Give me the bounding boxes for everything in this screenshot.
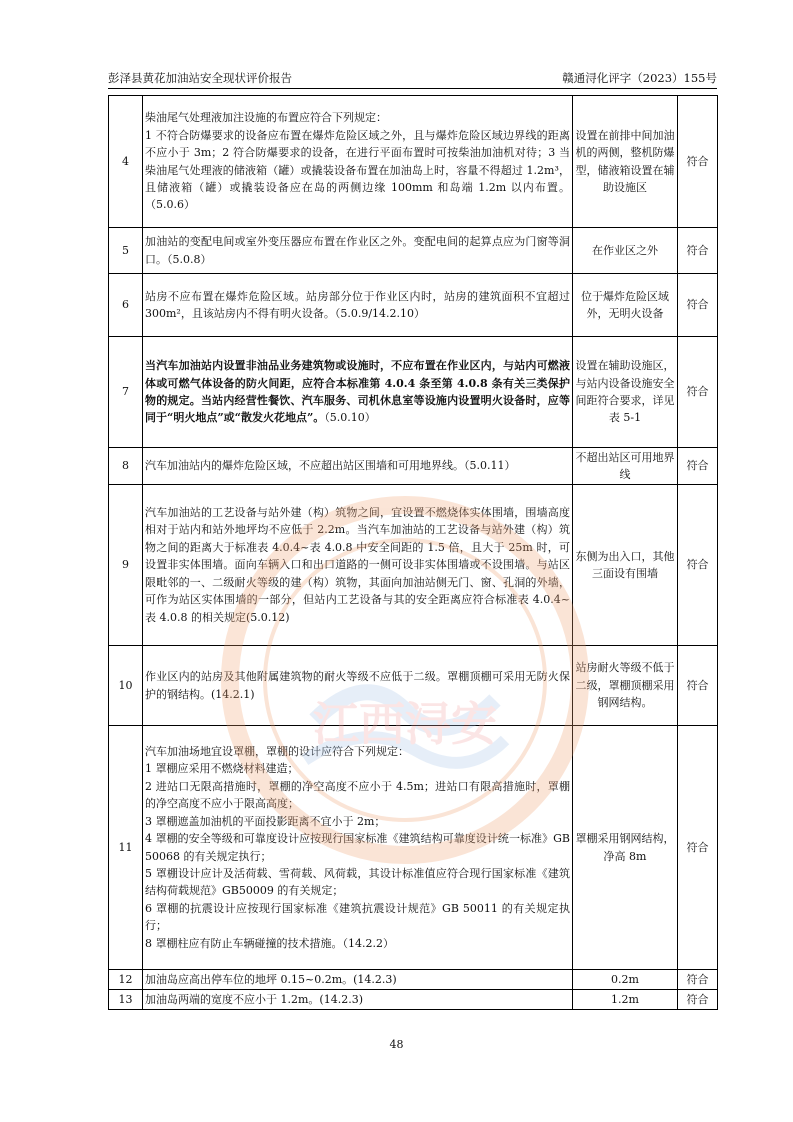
table-row bbox=[109, 96, 718, 228]
evaluation-table bbox=[108, 95, 718, 1010]
report-title: 彭泽县黄花加油站安全现状评价报告 bbox=[108, 71, 292, 85]
row-number: 4 bbox=[109, 96, 143, 228]
requirement-line: 汽车加油场地宜设罩棚，罩棚的设计应符合下列规定： bbox=[145, 745, 409, 759]
requirement-line: 汽车加油站的工艺设备与站外建（构）筑物之间，宜设置不燃烧体实体围墙，围墙高度相对于站内和站外地坪均不应低于 2.2m。当汽车加油站的工艺设备与站外建（构）筑物之间的距离大于标准表 4.0.4~表 4.0.8 中安全间距的 1.5 倍，且大于 25m 时，可设置非实体围墙。面向车辆入口和出口道路的一侧可设非实体围墙或不设围墙。与站区限毗邻的一、二级耐火等级的建（构）筑物，其面向加油站侧无门、窗、孔洞的外墙，可作为站区实体围墙的一部分，但站内工艺设备与其的安全距离应符合标准表 4.0.4~表 4.0.8 的相关规定(5.0.12) bbox=[145, 506, 570, 624]
requirement-text bbox=[143, 726, 573, 970]
result-label: 符合 bbox=[678, 990, 718, 1010]
actual-status: 设置在辅助设施区，与站内设备设施安全间距符合要求，详见表 5-1 bbox=[573, 337, 678, 448]
actual-status: 位于爆炸危险区域外，无明火设备 bbox=[573, 274, 678, 337]
table-row bbox=[109, 274, 718, 337]
result-label: 符合 bbox=[678, 96, 718, 228]
result-label: 符合 bbox=[678, 970, 718, 990]
requirement-line: 加油岛应高出停车位的地坪 0.15~0.2m。(14.2.3) bbox=[145, 972, 397, 986]
requirement-line: 5 罩棚设计应计及活荷载、雪荷载、风荷载，其设计标准值应符合现行国家标准《建筑结构荷载规范》GB50009 的有关规定； bbox=[145, 866, 570, 898]
actual-status: 0.2m bbox=[573, 970, 678, 990]
requirement-text bbox=[143, 96, 573, 228]
actual-status: 东侧为出入口，其他三面设有围墙 bbox=[573, 485, 678, 646]
table-row bbox=[109, 337, 718, 448]
requirement-line: 1 罩棚应采用不燃烧材料建造； bbox=[145, 762, 299, 776]
table-row bbox=[109, 485, 718, 646]
requirement-line: 站房不应布置在爆炸危险区域。站房部分位于作业区内时，站房的建筑面积不宜超过 300m²，且该站房内不得有明火设备。（5.0.9/14.2.10） bbox=[145, 289, 570, 320]
requirement-text bbox=[143, 228, 573, 274]
table-row bbox=[109, 726, 718, 970]
page-number: 48 bbox=[389, 1038, 404, 1051]
table-row bbox=[109, 970, 718, 990]
row-number: 7 bbox=[109, 337, 143, 448]
table-row bbox=[109, 990, 718, 1010]
requirement-text bbox=[143, 448, 573, 485]
result-label: 符合 bbox=[678, 274, 718, 337]
row-number: 9 bbox=[109, 485, 143, 646]
requirement-text bbox=[143, 485, 573, 646]
page-header bbox=[108, 70, 717, 88]
row-number: 12 bbox=[109, 970, 143, 990]
header-divider bbox=[108, 88, 717, 89]
table-body bbox=[109, 96, 718, 1010]
row-number: 13 bbox=[109, 990, 143, 1010]
requirement-text bbox=[143, 970, 573, 990]
result-label: 符合 bbox=[678, 726, 718, 970]
requirement-line: 柴油尾气处理液加注设施的布置应符合下列规定： bbox=[145, 111, 387, 125]
actual-status: 不超出站区可用地界线 bbox=[573, 448, 678, 485]
table-row bbox=[109, 646, 718, 726]
watermark-text: 江西浔安 bbox=[313, 697, 497, 751]
requirement-line: 8 罩棚柱应有防止车辆碰撞的技术措施。（14.2.2） bbox=[145, 936, 394, 950]
result-label: 符合 bbox=[678, 337, 718, 448]
requirement-text bbox=[143, 990, 573, 1010]
requirement-line: 3 罩棚遮盖加油机的平面投影距离不宜小于 2m； bbox=[145, 814, 386, 828]
row-number: 6 bbox=[109, 274, 143, 337]
requirement-text bbox=[143, 274, 573, 337]
actual-status: 站房耐火等级不低于二级，罩棚顶棚采用钢网结构。 bbox=[573, 646, 678, 726]
requirement-text bbox=[143, 337, 573, 448]
requirement-bold-text: 当汽车加油站内设置非油品业务建筑物或设施时，不应布置在作业区内，与站内可燃液体或可燃气体设备的防火间距，应符合本标准第 4.0.4 条至第 4.0.8 条有关三类保护物的规定。当站内经营性餐饮、汽车服务、司机休息室等设施内设置明火设备时，应等同于“明火地点”或“散发火花地点”。 bbox=[145, 359, 570, 425]
actual-status: 1.2m bbox=[573, 990, 678, 1010]
requirement-line: 加油站的变配电间或室外变压器应布置在作业区之外。变配电间的起算点应为门窗等洞口。（5.0.8） bbox=[145, 235, 570, 266]
requirement-line: 2 进站口无限高措施时，罩棚的净空高度不应小于 4.5m；进站口有限高措施时，罩棚的净空高度不应小于限高高度； bbox=[145, 779, 570, 811]
row-number: 5 bbox=[109, 228, 143, 274]
report-code: 赣通浔化评字（2023）155号 bbox=[562, 71, 717, 85]
actual-status: 罩棚采用钢网结构，净高 8m bbox=[573, 726, 678, 970]
requirement-line: 作业区内的站房及其他附属建筑物的耐火等级不应低于二级。罩棚顶棚可采用无防火保护的钢结构。(14.2.1) bbox=[145, 670, 570, 701]
actual-status: 在作业区之外 bbox=[573, 228, 678, 274]
table-row bbox=[109, 448, 718, 485]
requirement-line: 加油岛两端的宽度不应小于 1.2m。(14.2.3) bbox=[145, 992, 363, 1006]
table-row bbox=[109, 228, 718, 274]
requirement-line: 6 罩棚的抗震设计应按现行国家标准《建筑抗震设计规范》GB 50011 的有关规定执行； bbox=[145, 901, 570, 933]
row-number: 11 bbox=[109, 726, 143, 970]
requirement-line: 汽车加油站内的爆炸危险区域，不应超出站区围墙和可用地界线。（5.0.11） bbox=[145, 459, 516, 473]
requirement-clause: （5.0.10） bbox=[324, 411, 376, 425]
row-number: 8 bbox=[109, 448, 143, 485]
row-number: 10 bbox=[109, 646, 143, 726]
result-label: 符合 bbox=[678, 448, 718, 485]
actual-status: 设置在前排中间加油机的两侧，整机防爆型，储液箱设置在辅助设施区 bbox=[573, 96, 678, 228]
result-label: 符合 bbox=[678, 228, 718, 274]
result-label: 符合 bbox=[678, 646, 718, 726]
result-label: 符合 bbox=[678, 485, 718, 646]
requirement-text bbox=[143, 646, 573, 726]
requirement-line: 4 罩棚的安全等级和可靠度设计应按现行国家标准《建筑结构可靠度设计统一标准》GB 50068 的有关规定执行； bbox=[145, 832, 570, 863]
requirement-line: 1 不符合防爆要求的设备应布置在爆炸危险区域之外，且与爆炸危险区域边界线的距离不应小于 3m；2 符合防爆要求的设备，在进行平面布置时可按柴油加油机对待；3 当柴油尾气处理液的储液箱（罐）或撬装设备布置在加油岛上时，容量不得超过 1.2m³，且储液箱（罐）或撬装设备应在岛的两侧边缘 100mm 和岛端 1.2m 以内布置。（5.0.6） bbox=[145, 128, 570, 212]
